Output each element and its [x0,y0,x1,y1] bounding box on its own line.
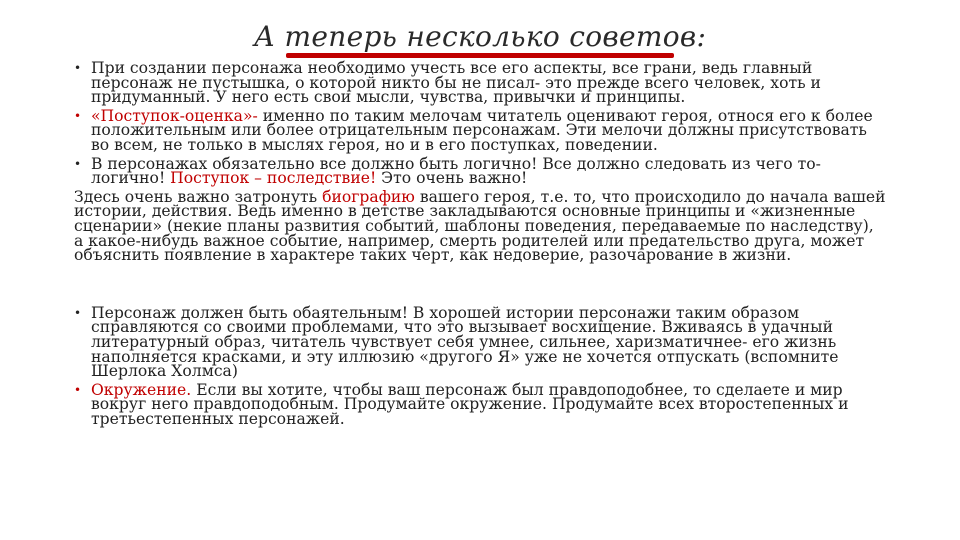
bullet-icon: • [74,156,82,171]
tip-logic-text: В персонажах обязательно все должно быть логично! Все должно следовать из чего то-логично! [91,154,821,188]
tip-logic [74,154,886,188]
paragraph-biography-highlight: биографию [322,187,415,206]
tip-environment-text: Если вы хотите, чтобы ваш персонаж был правдоподобнее, то сделаете и мир вокруг него правдоподобным. Продумайте окружение. Продумайте всех второстепенных и третьестепенных персонажей. [91,380,849,428]
tip-aspects [74,61,886,105]
bullet-icon: • [74,382,82,397]
bullet-icon: • [74,108,82,123]
tip-logic-highlight: Поступок – последствие! [170,169,377,188]
tip-action-evaluation-text: именно по таким мелочам читатель оценивают героя, относя его к более положительным или более отрицательным персонажам. Эти мелочи должны присутствовать во всем, не только в мыслях героя, но и в его поступках, поведении. [91,106,873,154]
paragraph-biography-text: Здесь очень важно затронуть [74,187,323,206]
title-underline [286,53,674,58]
tip-action-evaluation-highlight: «Поступок-оценка»- [91,106,258,125]
tip-environment-highlight: Окружение. [91,380,192,399]
tip-aspects-text: При создании персонажа необходимо учесть все его аспекты, все грани, ведь главный персонаж не пустышка, о которой никто бы не писал- это прежде всего человек, хоть и придуманный. У него есть свои мысли, чувства, привычки и принципы. [91,59,821,107]
tip-environment [74,380,886,428]
paragraph-biography [74,187,886,265]
tip-action-evaluation [74,106,886,154]
tip-logic-text-end: Это очень важно! [376,169,528,188]
slide-content [74,61,886,430]
bullet-icon: • [74,305,82,320]
spacer [74,267,886,306]
slide-title: А теперь несколько советов: [253,20,707,53]
tip-charming [74,303,886,381]
bullet-icon: • [74,61,82,75]
tip-charming-text: Персонаж должен быть обаятельным! В хорошей истории персонажи таким образом справляются со своими проблемами, что это вызывает восхищение. Вживаясь в удачный литературный образ, читатель чувствует себя умнее, сильнее, харизматичнее- его жизнь наполняется красками, и эту иллюзию «другого Я» уже не хочется отпускать (вспомните Шерлока Холмса) [91,303,839,381]
paragraph-biography-text-end: вашего героя, т.е. то, что происходило до начала вашей истории, действия. Ведь именно в детстве закладываются основные принципы и «жизненные сценарии» (некие планы развития событий, шаблоны поведения, передаваемые по наследству), а какое-нибудь важное событие, например, смерть родителей или предательство друга, может объяснить появление в характере таких черт, как недоверие, разочарование в жизни. [74,187,886,265]
